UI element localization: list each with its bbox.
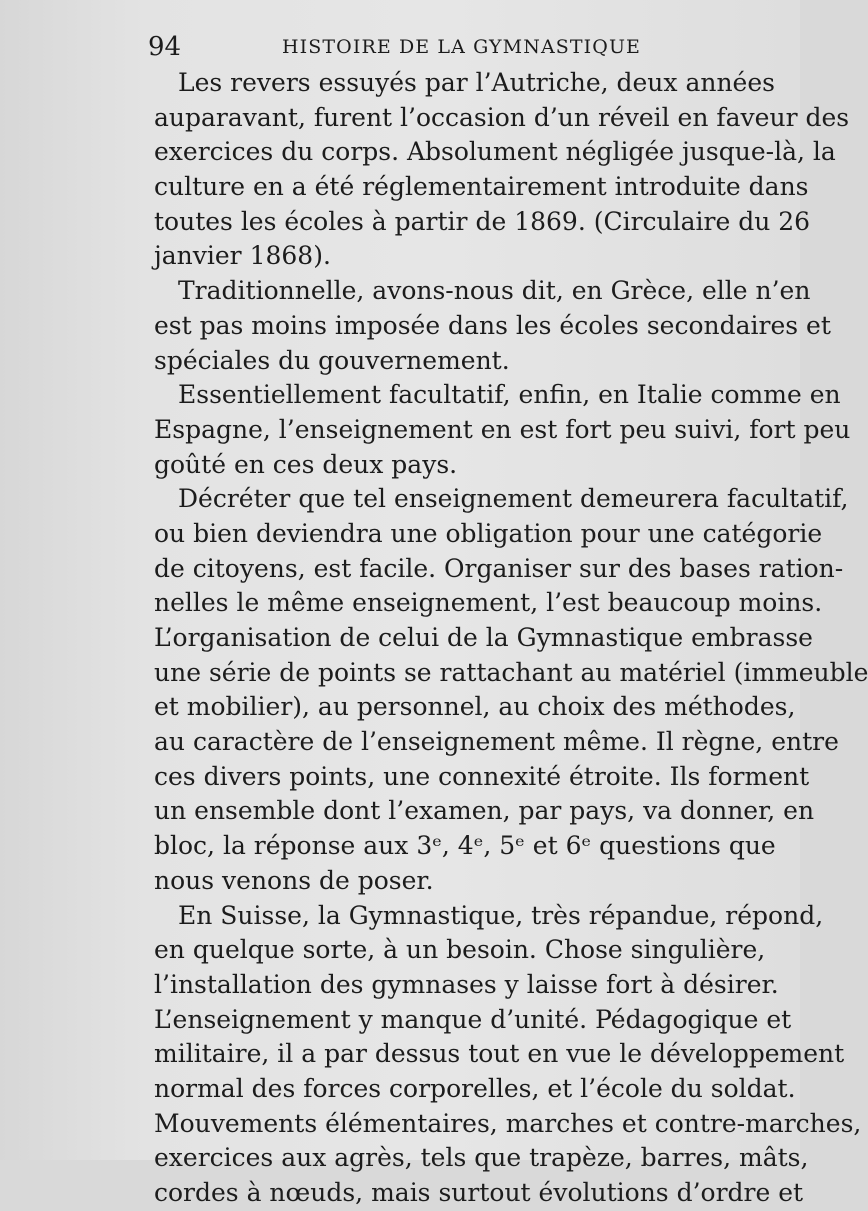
text-line: de citoyens, est facile. Organiser sur des bases ration- [154, 553, 844, 583]
text-line: normal des forces corporelles, et l’école du soldat. [154, 1073, 796, 1103]
text-line: Décréter que tel enseignement demeurera facultatif, [178, 484, 849, 514]
text-line: nelles le même enseignement, l’est beaucoup moins. [154, 588, 823, 618]
text-line: militaire, il a par dessus tout en vue le développement [154, 1039, 845, 1069]
text-line: est pas moins imposée dans les écoles secondaires et [154, 310, 831, 340]
text-line: ou bien deviendra une obligation pour une catégorie [154, 518, 823, 548]
text-line: toutes les écoles à partir de 1869. (Circulaire du 26 [154, 206, 811, 236]
text-line: En Suisse, la Gymnastique, très répandue, répond, [178, 900, 824, 930]
text-line: Mouvements élémentaires, marches et contre-marches, [154, 1108, 862, 1138]
text-line: cordes à nœuds, mais surtout évolutions d’ordre et [154, 1178, 804, 1207]
running-title: HISTOIRE DE LA GYMNASTIQUE [282, 36, 642, 58]
text-line: en quelque sorte, à un besoin. Chose singulière, [154, 935, 766, 965]
text-line: ces divers points, une connexité étroite. Ils forment [154, 761, 810, 791]
text-line: spéciales du gouvernement. [154, 345, 510, 375]
text-line: Les revers essuyés par l’Autriche, deux années [178, 68, 775, 97]
text-line: exercices du corps. Absolument négligée jusque-là, la [154, 137, 836, 167]
text-line: exercices aux agrès, tels que trapèze, barres, mâts, [154, 1143, 809, 1173]
text-line: culture en a été réglementairement introduite dans [154, 172, 809, 202]
text-line: et mobilier), au personnel, au choix des méthodes, [154, 692, 796, 722]
text-line: Traditionnelle, avons-nous dit, en Grèce, elle n’en [178, 276, 811, 306]
page-header [148, 30, 738, 64]
text-line: au caractère de l’enseignement même. Il règne, entre [154, 727, 839, 757]
text-line: nous venons de poser. [154, 865, 434, 895]
page-number: 94 [148, 32, 182, 62]
text-line: janvier 1868). [154, 241, 331, 271]
text-line: L’enseignement y manque d’unité. Pédagogique et [154, 1004, 792, 1034]
text-line: une série de points se rattachant au matériel (immeuble [154, 657, 868, 687]
text-line: Essentiellement facultatif, enfin, en Italie comme en [178, 380, 841, 410]
text-line: Espagne, l’enseignement en est fort peu suivi, fort peu [154, 414, 851, 444]
text-line: goûté en ces deux pays. [154, 449, 458, 479]
text-line: L’organisation de celui de la Gymnastique embrasse [154, 623, 813, 652]
text-line: un ensemble dont l’examen, par pays, va donner, en [154, 796, 815, 826]
text-line: l’installation des gymnases y laisse fort à désirer. [154, 969, 779, 999]
text-line: auparavant, furent l’occasion d’un réveil en faveur des [154, 102, 850, 132]
text-line: bloc, la réponse aux 3ᵉ, 4ᵉ, 5ᵉ et 6ᵉ questions que [154, 831, 776, 861]
body-text [154, 66, 868, 1211]
